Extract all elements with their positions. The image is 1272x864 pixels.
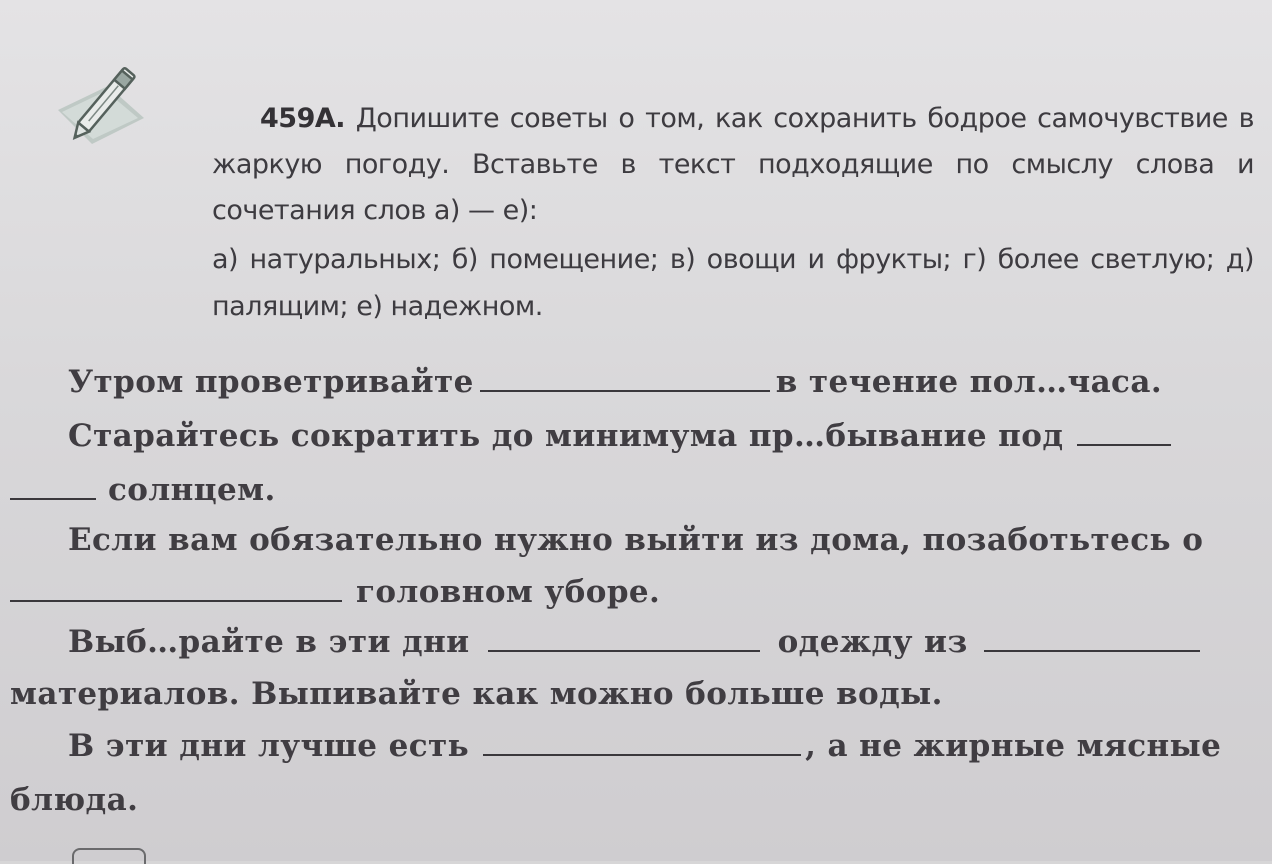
instruction-text: Допишите советы о том, как сохранить бодрое самочувствие в жаркую погоду. Вставьте в текст подходящие по смыслу слова и сочетания слов а) — е): bbox=[212, 103, 1254, 226]
answer-blank[interactable] bbox=[488, 624, 760, 652]
sentence-fragment: Если вам обязательно нужно выйти из дома, позаботьтесь о bbox=[68, 522, 1204, 558]
exercise-instruction bbox=[212, 96, 1254, 234]
sentence-fragment: солнцем. bbox=[108, 472, 276, 508]
sentence-fragment: В эти дни лучше есть bbox=[68, 728, 470, 764]
answer-blank[interactable] bbox=[10, 472, 96, 500]
sentence-fragment: материалов. Выпивайте как можно больше воды. bbox=[10, 676, 943, 712]
text-line-4 bbox=[68, 522, 1203, 558]
sentence-fragment: одежду из bbox=[777, 624, 968, 660]
text-line-3 bbox=[10, 472, 276, 508]
text-line-7 bbox=[10, 676, 943, 712]
sentence-fragment: в течение пол…часа. bbox=[775, 364, 1163, 400]
text-line-8 bbox=[68, 728, 1221, 764]
word-options: а) натуральных; б) помещение; в) овощи и фрукты; г) более светлую; д) палящим; е) надежном. bbox=[212, 244, 1254, 322]
text-line-5 bbox=[10, 574, 660, 610]
sentence-fragment: Выб…райте в эти дни bbox=[68, 624, 470, 660]
exercise-task bbox=[212, 96, 1254, 330]
text-line-1 bbox=[68, 364, 1162, 400]
answer-blank[interactable] bbox=[10, 574, 342, 602]
answer-blank[interactable] bbox=[483, 728, 801, 756]
sentence-fragment: Старайтесь сократить до минимума пр…бывание под bbox=[68, 418, 1064, 454]
answer-blank[interactable] bbox=[480, 364, 770, 392]
text-line-6 bbox=[68, 624, 1206, 660]
sentence-fragment: Утром проветривайте bbox=[68, 364, 474, 400]
text-line-9 bbox=[10, 782, 138, 818]
answer-blank[interactable] bbox=[1077, 418, 1171, 446]
answer-blank[interactable] bbox=[984, 624, 1200, 652]
text-line-2 bbox=[68, 418, 1177, 454]
exercise-number: 459А. bbox=[260, 103, 346, 134]
sentence-fragment: блюда. bbox=[10, 782, 139, 818]
sentence-fragment: головном уборе. bbox=[356, 574, 661, 610]
pencil-icon bbox=[48, 48, 158, 148]
page-edge-mark bbox=[72, 848, 146, 864]
sentence-fragment: , а не жирные мясные bbox=[805, 728, 1222, 764]
